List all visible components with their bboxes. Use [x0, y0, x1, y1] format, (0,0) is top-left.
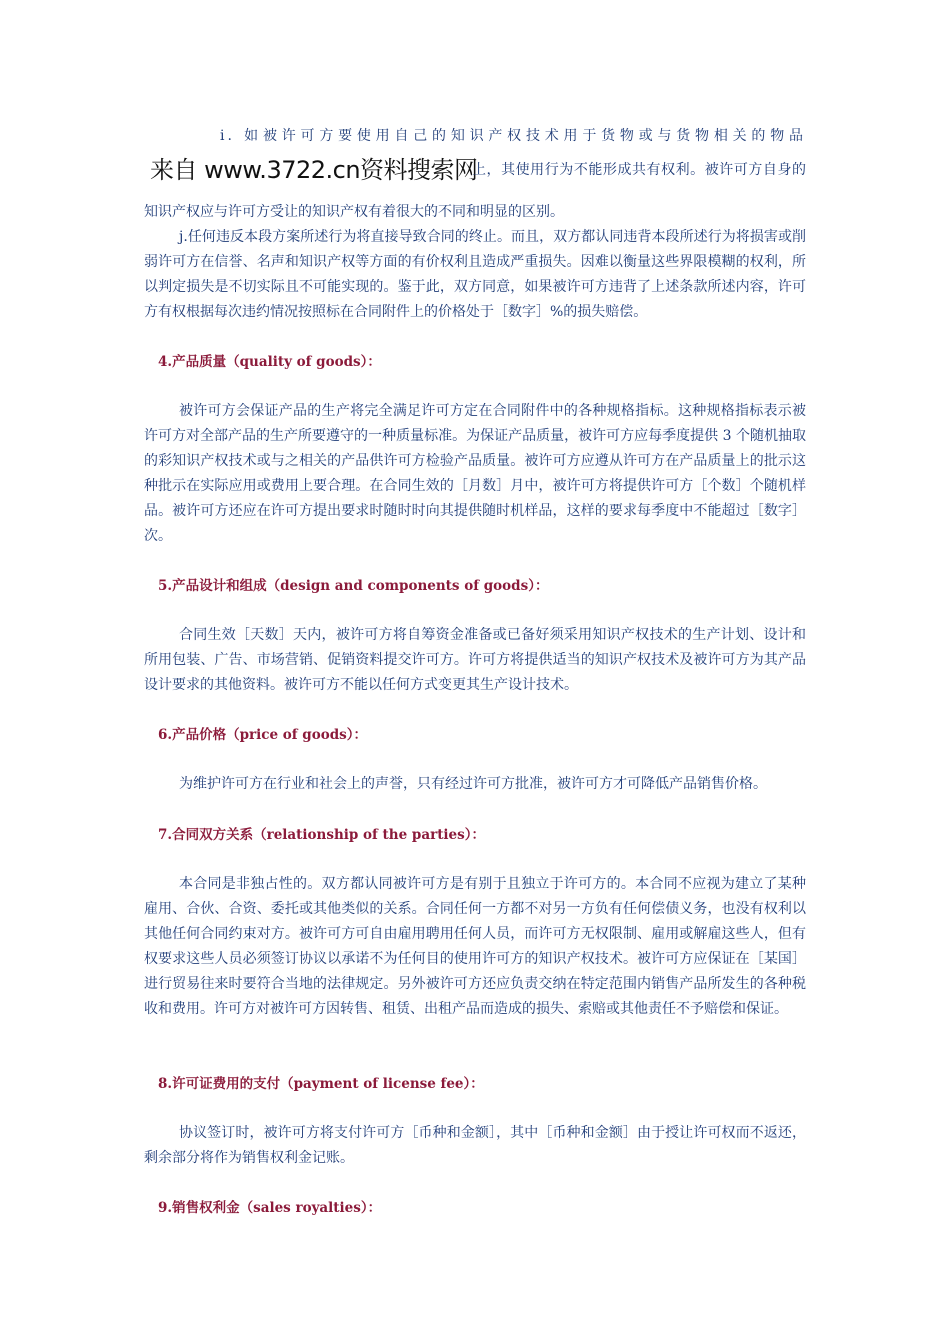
watermark-logo: 来自 www.3722.cn资料搜索网 [150, 156, 478, 184]
section-7-heading: 7.合同双方关系（relationship of the parties）： [158, 827, 485, 843]
section-4-heading: 4.产品质量（quality of goods）： [158, 354, 381, 370]
clause-i-line-2: 上，其使用行为不能形成共有权利。被许可方自身的 [472, 162, 806, 178]
section-7-paragraph: 本合同是非独占性的。双方都认同被许可方是有别于且独立于许可方的。本合同不应视为建立了某种雇用、合伙、合资、委托或其他类似的关系。合同任何一方都不对另一方负有任何偿债义务，也没有权利以其他任何合同约束对方。被许可方可自由雇用聘用任何人员，而许可方无权限制、雇用或解雇这些人，但有权要求这些人员必须签订协议以承诺不为任何目的使用许可方的知识产权技术。被许可方应保证在［某国］进行贸易往来时要符合当地的法律规定。另外被许可方还应负责交纳在特定范围内销售产品所发生的各种税收和费用。许可方对被许可方因转售、租赁、出租产品而造成的损失、索赔或其他责任不予赔偿和保证。 [144, 876, 806, 1017]
clause-i-line-3: 知识产权应与许可方受让的知识产权有着很大的不同和明显的区别。 [144, 204, 564, 220]
clause-j-paragraph: j.任何违反本段方案所述行为将直接导致合同的终止。而且，双方都认同违背本段所述行为将损害或削弱许可方在信誉、名声和知识产权等方面的有价权利且造成严重损失。因难以衡量这些界限模糊的权利，所以判定损失是不切实际且不可能实现的。鉴于此，双方同意，如果被许可方违背了上述条款所述内容，许可方有权根据每次违约情况按照标在合同附件上的价格处于［数字］%的损失赔偿。 [144, 229, 806, 320]
section-5-paragraph: 合同生效［天数］天内，被许可方将自筹资金准备或已备好须采用知识产权技术的生产计划、设计和所用包装、广告、市场营销、促销资料提交许可方。许可方将提供适当的知识产权技术及被许可方为其产品设计要求的其他资料。被许可方不能以任何方式变更其生产设计技术。 [144, 627, 806, 693]
section-5-heading: 5.产品设计和组成（design and components of goods）： [158, 578, 549, 594]
clause-i-line-1: i. 如被许可方要使用自己的知识产权技术用于货物或与货物相关的物品 [220, 128, 806, 144]
section-6-paragraph: 为维护许可方在行业和社会上的声誉，只有经过许可方批准，被许可方才可降低产品销售价格。 [179, 776, 767, 792]
watermark-row [150, 153, 806, 187]
section-6-heading: 6.产品价格（price of goods）： [158, 727, 368, 743]
section-4-paragraph: 被许可方会保证产品的生产将完全满足许可方定在合同附件中的各种规格指标。这种规格指标表示被许可方对全部产品的生产所要遵守的一种质量标准。为保证产品质量，被许可方应每季度提供 3 个随机抽取的彩知识产权技术或与之相关的产品供许可方检验产品质量。被许可方应遵从许可方在产品质量上的批示这种批示在实际应用或费用上要合理。在合同生效的［月数］月中，被许可方将提供许可方［个数］个随机样品。被许可方还应在许可方提出要求时随时时向其提供随时机样品，这样的要求每季度中不能超过［数字］次。 [144, 403, 806, 544]
section-8-heading: 8.许可证费用的支付（payment of license fee）： [158, 1076, 484, 1092]
section-8-paragraph: 协议签订时，被许可方将支付许可方［币种和金额］，其中［币种和金额］由于授让许可权而不返还，剩余部分将作为销售权利金记账。 [144, 1125, 806, 1166]
section-9-heading: 9.销售权利金（sales royalties）： [158, 1200, 382, 1216]
